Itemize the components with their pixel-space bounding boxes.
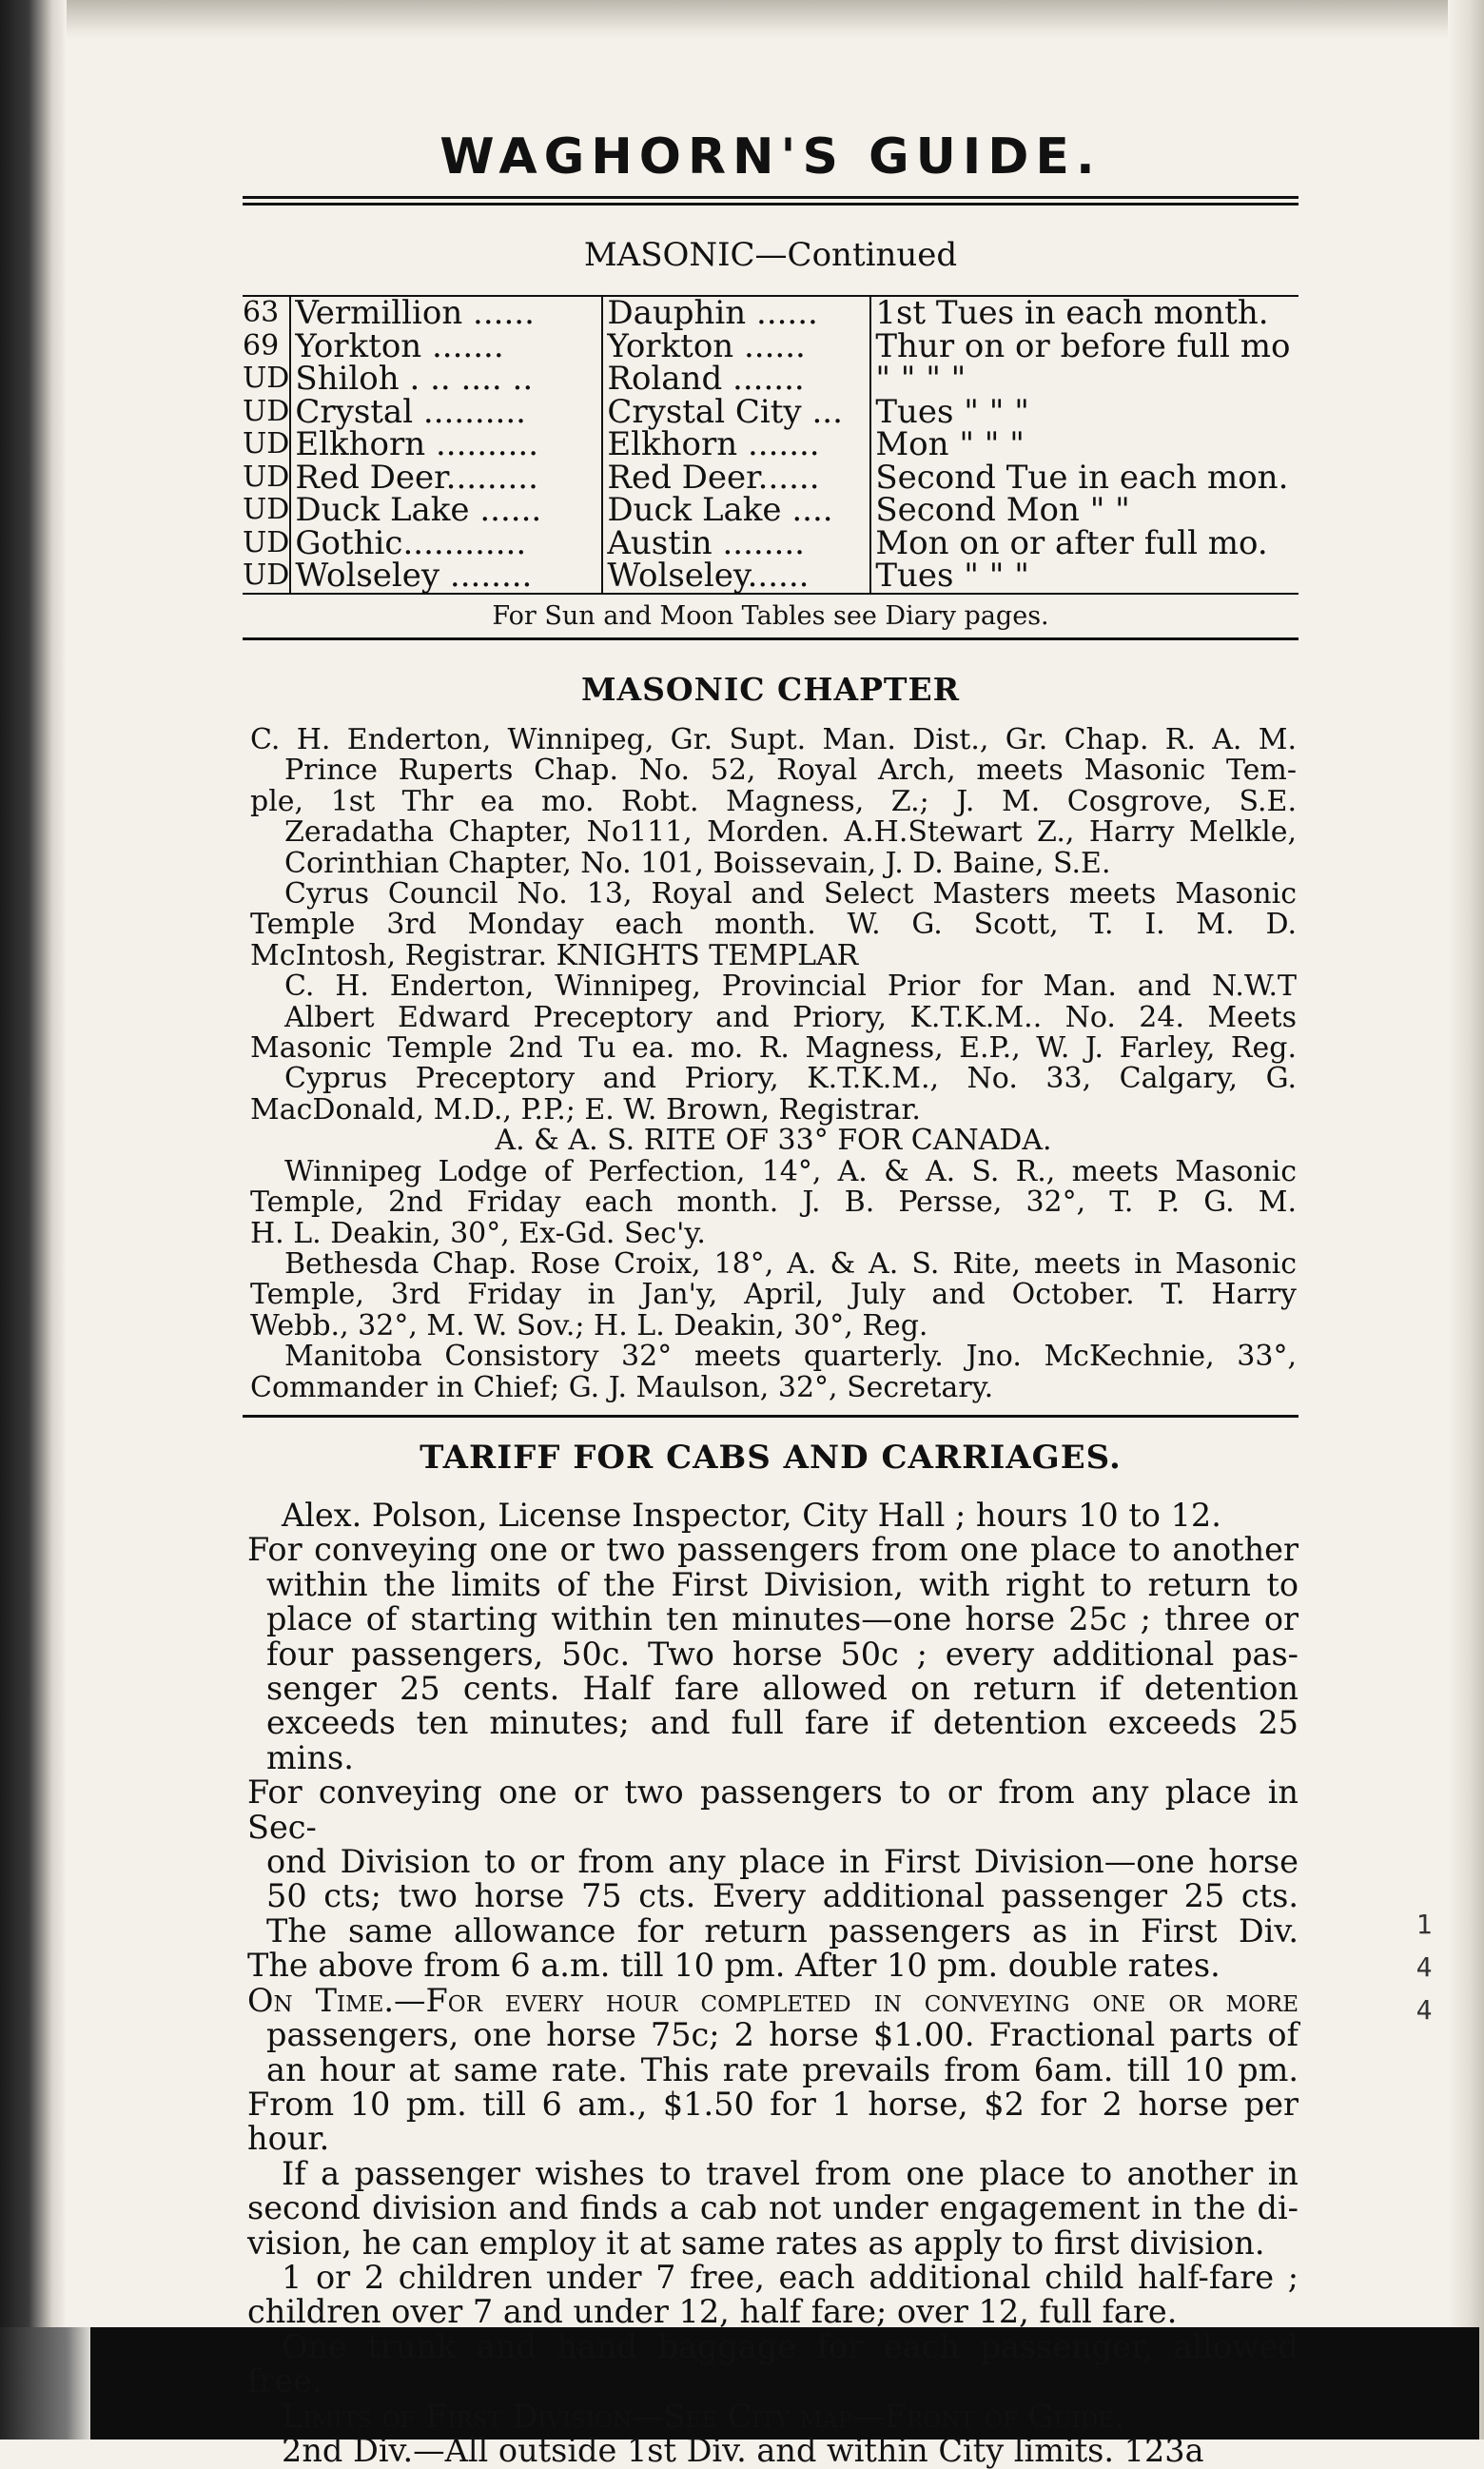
lodge-table bbox=[243, 295, 1298, 595]
lodge-name: Vermillion ...... bbox=[290, 296, 602, 330]
sun-moon-note: For Sun and Moon Tables see Diary pages. bbox=[492, 601, 1049, 631]
tariff-line: vision, he can employ it at same rates as apply to first division. bbox=[247, 2224, 1265, 2262]
lodge-name: Wolseley ........ bbox=[290, 559, 602, 594]
page-bottom-corner bbox=[0, 2327, 95, 2440]
chapter-line: Manitoba Consistory 32° meets quarterly. Jno. McKechnie, 33°, bbox=[284, 1340, 1297, 1374]
tariff-line: children over 7 and under 12, half fare; over 12, full fare. bbox=[247, 2293, 1178, 2331]
running-header: WAGHORN'S GUIDE. bbox=[439, 128, 1102, 186]
chapter-line: Temple 3rd Monday each month. W. G. Scott, T. I. M. D. bbox=[250, 908, 1297, 942]
section-rule bbox=[243, 637, 1298, 640]
lodge-meeting: Second Tue in each mon. bbox=[875, 458, 1289, 497]
tariff-title: TARIFF FOR CABS AND CARRIAGES. bbox=[420, 1439, 1122, 1477]
chapter-line: Prince Ruperts Chap. No. 52, Royal Arch, meets Masonic Tem- bbox=[284, 754, 1297, 788]
lodge-meeting: Mon on or after full mo. bbox=[875, 523, 1268, 562]
table-row bbox=[243, 461, 1298, 495]
margin-marks bbox=[1410, 1903, 1438, 2031]
chapter-line: Webb., 32°, M. W. Sov.; H. L. Deakin, 30°, Reg. bbox=[250, 1308, 928, 1342]
table-row bbox=[243, 330, 1298, 363]
page-top-edge bbox=[0, 0, 1484, 40]
tariff-line: 1 or 2 children under 7 free, each additional child half-fare ; bbox=[282, 2258, 1298, 2296]
tariff-line: passengers, one horse 75c; 2 horse $1.00. Fractional parts of bbox=[266, 2016, 1298, 2054]
chapter-line: Bethesda Chap. Rose Croix, 18°, A. & A. S. Rite, meets in Masonic bbox=[284, 1246, 1297, 1281]
tariff-line: senger 25 cents. Half fare allowed on return if detention bbox=[266, 1670, 1298, 1708]
chapter-line: Cyrus Council No. 13, Royal and Select Masters meets Masonic bbox=[284, 877, 1297, 911]
table-row bbox=[243, 527, 1298, 560]
lodge-town: Austin ........ bbox=[602, 527, 870, 560]
lodge-name: Shiloh . .. .... .. bbox=[290, 363, 602, 396]
lodge-name: Duck Lake ...... bbox=[290, 494, 602, 527]
tariff-line: The above from 6 a.m. till 10 pm. After 10 pm. double rates. bbox=[247, 1947, 1220, 1985]
lodge-meeting: Tues " " " bbox=[870, 559, 1298, 594]
chapter-line: C. H. Enderton, Winnipeg, Gr. Supt. Man. Dist., Gr. Chap. R. A. M. bbox=[250, 723, 1297, 756]
masonic-continued-title: MASONIC—Continued bbox=[583, 236, 958, 274]
lodge-meeting: Thur on or before full mo bbox=[875, 326, 1291, 365]
table-row bbox=[243, 428, 1298, 461]
margin-mark: 4 bbox=[1416, 1951, 1433, 1983]
lodge-town: Elkhorn ....... bbox=[602, 428, 870, 461]
tariff-line: From 10 pm. till 6 am., $1.50 for 1 horse, $2 for 2 horse per hour. bbox=[247, 2085, 1298, 2158]
chapter-line: ple, 1st Thr ea mo. Robt. Magness, Z.; J. M. Cosgrove, S.E. bbox=[250, 784, 1297, 818]
tariff-line: 2nd Div.—All outside 1st Div. and within City limits. 123a bbox=[282, 2431, 1204, 2469]
tariff-line: The same allowance for return passengers as in First Div. bbox=[266, 1911, 1298, 1950]
lodge-meeting: 1st Tues in each month. bbox=[870, 296, 1298, 330]
page-right-edge bbox=[1448, 0, 1484, 2440]
tariff-line: an hour at same rate. This rate prevails from 6am. till 10 pm. bbox=[266, 2050, 1298, 2088]
tariff-line: second division and finds a cab not under engagement in the di- bbox=[247, 2189, 1298, 2227]
lodge-number: UD bbox=[243, 427, 290, 460]
section-rule bbox=[243, 1415, 1298, 1418]
tariff-line: 50 cts; two horse 75 cts. Every additional passenger 25 cts. bbox=[266, 1877, 1298, 1915]
lodge-number: UD bbox=[243, 493, 290, 526]
chapter-line: MacDonald, M.D., P.P.; E. W. Brown, Registrar. bbox=[250, 1092, 921, 1127]
tariff-line: four passengers, 50c. Two horse 50c ; every additional pas- bbox=[266, 1635, 1298, 1673]
chapter-line: Masonic Temple 2nd Tu ea. mo. R. Magness, E.P., W. J. Farley, Reg. bbox=[250, 1031, 1297, 1066]
chapter-line: Winnipeg Lodge of Perfection, 14°, A. & A. S. R., meets Masonic bbox=[284, 1154, 1297, 1188]
lodge-number: UD bbox=[243, 362, 290, 395]
table-row bbox=[243, 296, 1298, 330]
tariff-line: If a passenger wishes to travel from one place to another in bbox=[282, 2154, 1298, 2192]
lodge-town: Duck Lake .... bbox=[602, 494, 870, 527]
lodge-name: Elkhorn .......... bbox=[290, 428, 602, 461]
tariff-line: place of starting within ten minutes—one horse 25c ; three or bbox=[266, 1600, 1298, 1638]
page-binding-edge bbox=[0, 0, 67, 2440]
masonic-chapter-body bbox=[250, 725, 1297, 1403]
lodge-name: Yorkton ....... bbox=[290, 330, 602, 363]
tariff-line: within the limits of the First Division, with right to return to bbox=[266, 1565, 1298, 1603]
chapter-line: Cyprus Preceptory and Priory, K.T.K.M., No. 33, Calgary, G. bbox=[284, 1062, 1297, 1096]
tariff-line: For conveying one or two passengers from one place to another bbox=[247, 1531, 1298, 1569]
lodge-meeting: Second Mon " " bbox=[875, 491, 1130, 529]
chapter-line: Commander in Chief; G. J. Maulson, 32°, Secretary. bbox=[250, 1370, 994, 1404]
chapter-line: Temple, 2nd Friday each month. J. B. Persse, 32°, T. P. G. M. bbox=[250, 1186, 1297, 1220]
lodge-number: 63 bbox=[243, 296, 290, 330]
tariff-line: On Time.—For every hour completed in conveying one or more bbox=[247, 1981, 1298, 2019]
lodge-number: UD bbox=[243, 394, 290, 428]
lodge-town: Wolseley...... bbox=[602, 559, 870, 594]
margin-mark: 1 bbox=[1416, 1909, 1433, 1940]
lodge-town: Red Deer...... bbox=[602, 461, 870, 495]
header-double-rule bbox=[243, 196, 1298, 206]
lodge-number: UD bbox=[243, 558, 290, 592]
table-row bbox=[243, 396, 1298, 429]
chapter-line: Zeradatha Chapter, No111, Morden. A.H.Stewart Z., Harry Melkle, bbox=[284, 815, 1297, 850]
table-row bbox=[243, 559, 1298, 594]
tariff-line: ond Division to or from any place in First Division—one horse bbox=[266, 1843, 1298, 1881]
lodge-name: Gothic............ bbox=[290, 527, 602, 560]
lodge-name: Red Deer......... bbox=[290, 461, 602, 495]
chapter-line: C. H. Enderton, Winnipeg, Provincial Prior for Man. and N.W.T bbox=[284, 970, 1297, 1004]
chapter-line: A. & A. S. RITE OF 33° FOR CANADA. bbox=[495, 1124, 1052, 1158]
table-row bbox=[243, 494, 1298, 527]
lodge-name: Crystal .......... bbox=[290, 396, 602, 429]
chapter-line: Temple, 3rd Friday in Jan'y, April, July and October. T. Harry bbox=[250, 1278, 1297, 1312]
table-row bbox=[243, 363, 1298, 396]
lodge-town: Dauphin ...... bbox=[602, 296, 870, 330]
tariff-line: Alex. Polson, License Inspector, City Hall ; hours 10 to 12. bbox=[282, 1497, 1221, 1534]
lodge-number: 69 bbox=[243, 330, 290, 363]
lodge-meeting: " " " " bbox=[875, 360, 967, 398]
lodge-number: UD bbox=[243, 460, 290, 494]
lodge-meeting: Mon " " " bbox=[875, 425, 1025, 463]
chapter-line: Albert Edward Preceptory and Priory, K.T.K.M.. No. 24. Meets bbox=[284, 1000, 1297, 1034]
tariff-line: exceeds ten minutes; and full fare if detention exceeds 25 mins. bbox=[266, 1704, 1298, 1776]
chapter-line: McIntosh, Registrar. KNIGHTS TEMPLAR bbox=[250, 938, 859, 972]
tariff-line: One trunk and hand baggage for each passenger, allowed free. bbox=[247, 2327, 1298, 2400]
masonic-chapter-title: MASONIC CHAPTER bbox=[580, 671, 961, 708]
lodge-number: UD bbox=[243, 525, 290, 559]
chapter-line: H. L. Deakin, 30°, Ex-Gd. Sec'y. bbox=[250, 1216, 706, 1250]
tariff-line: Limits of First Division—See City map—Front of Guide. bbox=[282, 2397, 1124, 2435]
tariff-line: For conveying one or two passengers to or from any place in Sec- bbox=[247, 1773, 1298, 1846]
tariff-body bbox=[247, 1499, 1298, 2468]
chapter-line: Corinthian Chapter, No. 101, Boissevain, J. D. Baine, S.E. bbox=[284, 846, 1111, 880]
lodge-town: Roland ....... bbox=[602, 363, 870, 396]
lodge-meeting: Tues " " " bbox=[875, 392, 1029, 431]
lodge-town: Crystal City ... bbox=[602, 396, 870, 429]
margin-mark: 4 bbox=[1416, 1994, 1433, 2026]
lodge-town: Yorkton ...... bbox=[602, 330, 870, 363]
